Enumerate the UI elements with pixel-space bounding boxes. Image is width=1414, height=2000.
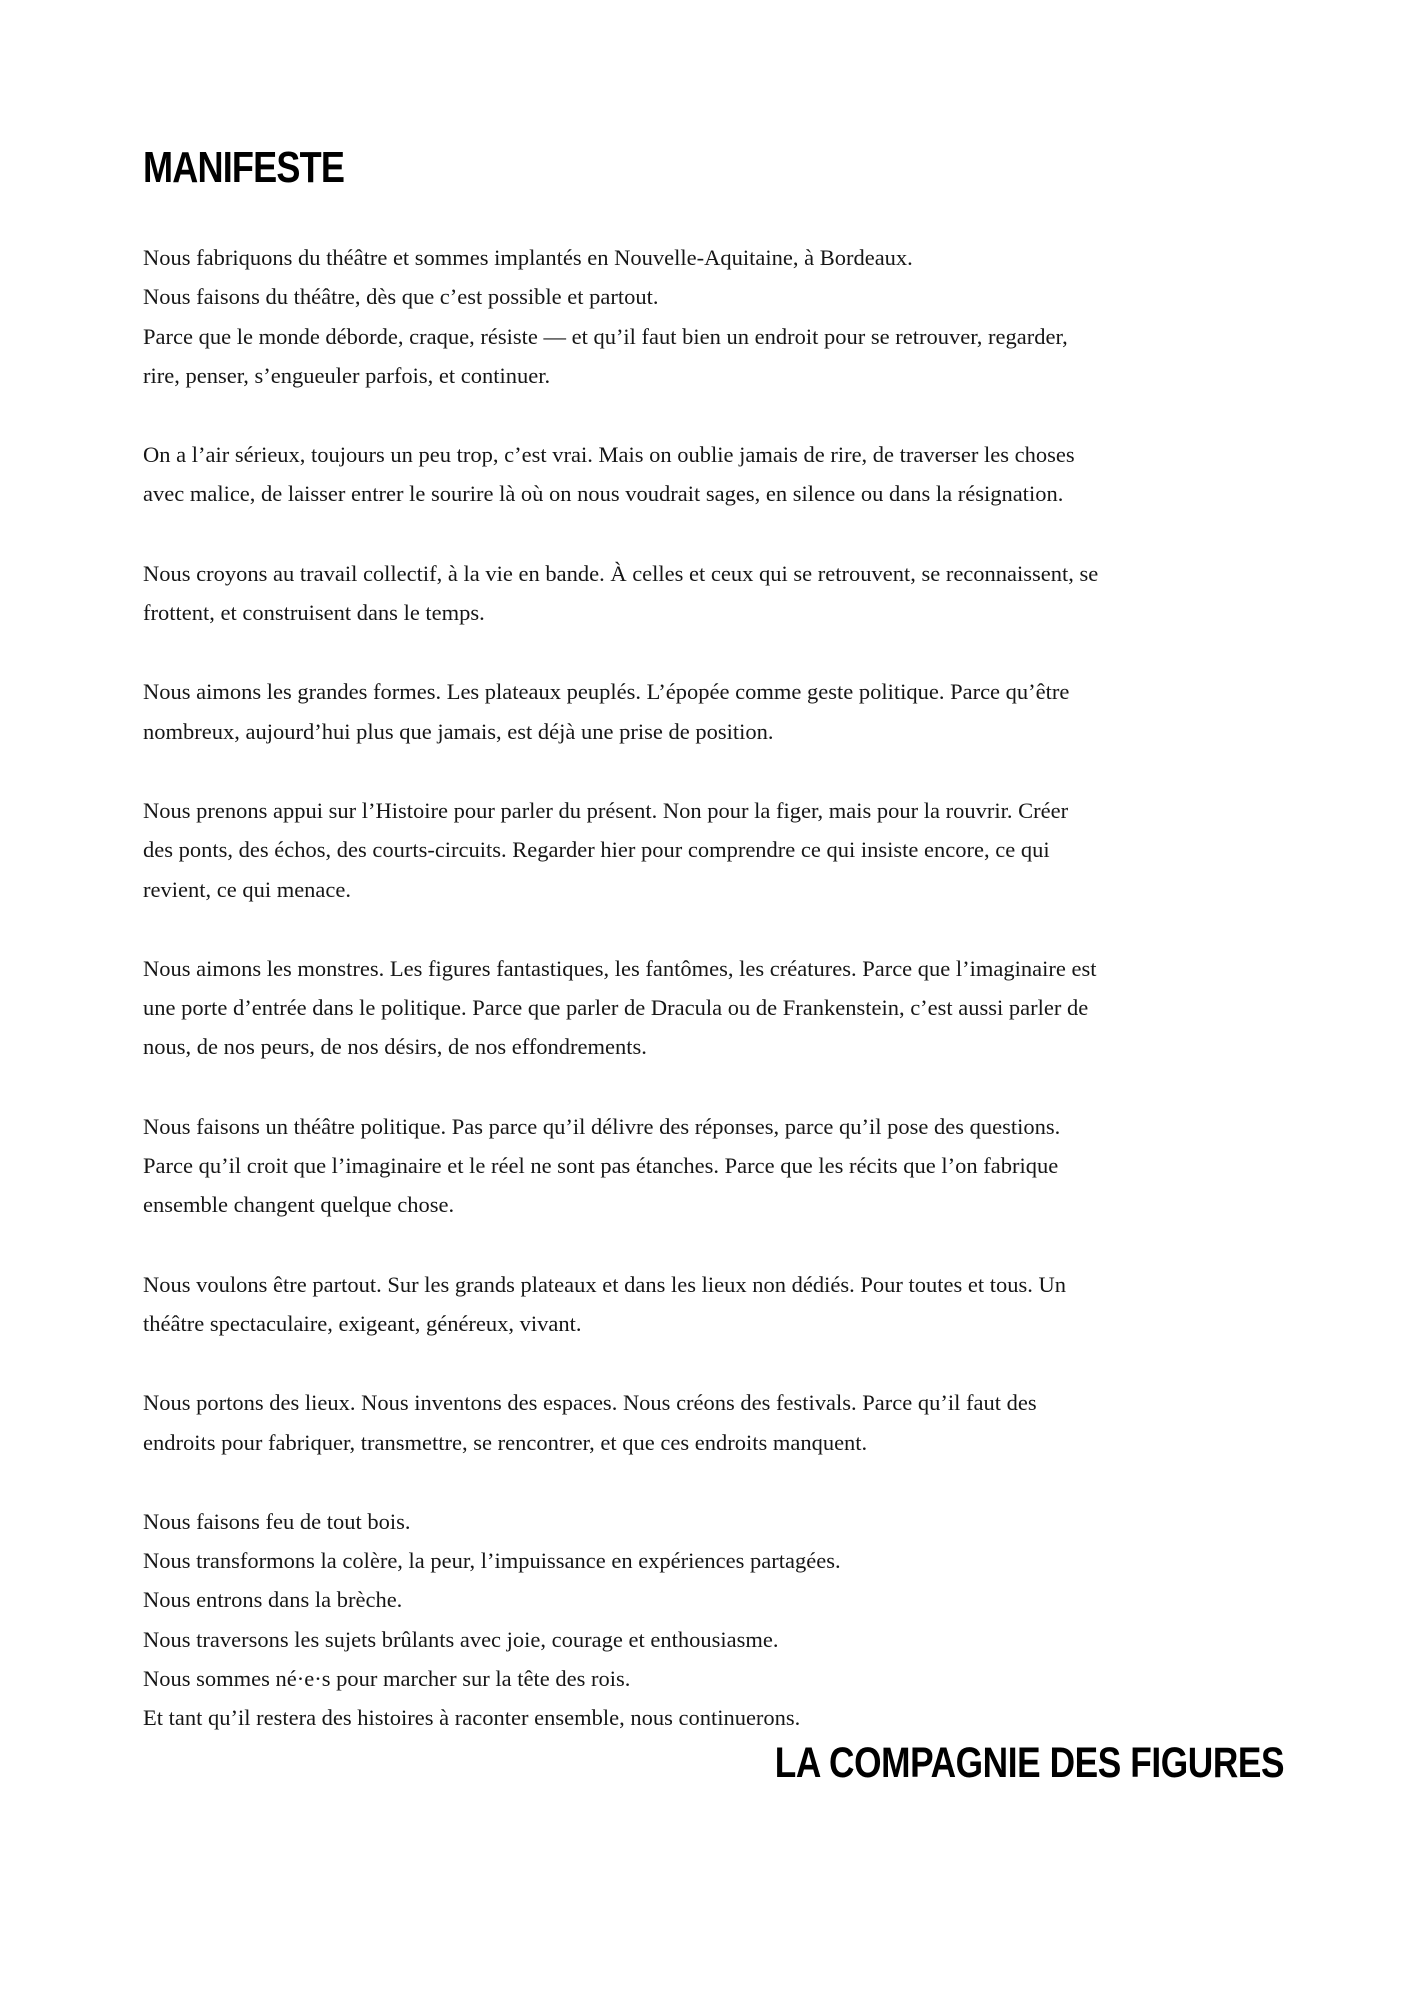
text-line: endroits pour fabriquer, transmettre, se rencontrer, et que ces endroits manquent. — [143, 1429, 868, 1455]
text-line: Nous entrons dans la brèche. — [143, 1587, 403, 1613]
manifesto-body — [143, 238, 1283, 1778]
paragraph-1 — [143, 238, 1283, 395]
text-line: Nous aimons les grandes formes. Les plateaux peuplés. L’épopée comme geste politique. Parce qu’être — [143, 679, 1070, 705]
text-line: nombreux, aujourd’hui plus que jamais, est déjà une prise de position. — [143, 718, 774, 744]
paragraph-6 — [143, 949, 1283, 1067]
text-line: Nous transformons la colère, la peur, l’impuissance en expériences partagées. — [143, 1548, 841, 1574]
text-line: Et tant qu’il restera des histoires à raconter ensemble, nous continuerons. — [143, 1705, 801, 1731]
paragraph-4 — [143, 672, 1283, 751]
text-line: ensemble changent quelque chose. — [143, 1192, 455, 1218]
text-line: revient, ce qui menace. — [143, 876, 352, 902]
text-line: nous, de nos peurs, de nos désirs, de nos effondrements. — [143, 1034, 647, 1060]
paragraph-7 — [143, 1107, 1283, 1225]
text-line: Nous aimons les monstres. Les figures fantastiques, les fantômes, les créatures. Parce que l’imaginaire est — [143, 955, 1097, 981]
paragraph-9 — [143, 1383, 1283, 1462]
text-line: avec malice, de laisser entrer le sourire là où on nous voudrait sages, en silence ou dans la résignation. — [143, 481, 1064, 507]
text-line: Nous fabriquons du théâtre et sommes implantés en Nouvelle-Aquitaine, à Bordeaux. — [143, 245, 913, 270]
text-line: Nous voulons être partout. Sur les grands plateaux et dans les lieux non dédiés. Pour toutes et tous. Un — [143, 1271, 1066, 1297]
paragraph-2 — [143, 435, 1283, 514]
text-line: Nous faisons feu de tout bois. — [143, 1508, 411, 1534]
text-line: Nous croyons au travail collectif, à la vie en bande. À celles et ceux qui se retrouvent, se reconnaissent, se — [143, 560, 1099, 586]
text-line: Parce que le monde déborde, craque, résiste — et qu’il faut bien un endroit pour se retrouver, regarder, — [143, 323, 1068, 349]
page-title: MANIFESTE — [143, 143, 345, 192]
text-line: Nous prenons appui sur l’Histoire pour parler du présent. Non pour la figer, mais pour la rouvrir. Créer — [143, 797, 1069, 823]
paragraph-10-closing-statements — [143, 1502, 1283, 1738]
text-line: des ponts, des échos, des courts-circuits. Regarder hier pour comprendre ce qui insiste encore, ce qui — [143, 837, 1050, 863]
paragraph-8 — [143, 1265, 1283, 1344]
text-line: Nous traversons les sujets brûlants avec joie, courage et enthousiasme. — [143, 1626, 779, 1652]
text-line: Nous faisons un théâtre politique. Pas parce qu’il délivre des réponses, parce qu’il pose des questions. — [143, 1113, 1061, 1139]
text-line: Nous portons des lieux. Nous inventons des espaces. Nous créons des festivals. Parce qu’il faut des — [143, 1390, 1037, 1416]
text-line: Nous sommes né·e·s pour marcher sur la tête des rois. — [143, 1666, 631, 1692]
text-line: théâtre spectaculaire, exigeant, généreux, vivant. — [143, 1310, 582, 1336]
text-line: rire, penser, s’engueuler parfois, et continuer. — [143, 362, 551, 388]
paragraph-3 — [143, 554, 1283, 633]
text-line: Parce qu’il croit que l’imaginaire et le réel ne sont pas étanches. Parce que les récits que l’on fabrique — [143, 1153, 1059, 1179]
paragraph-5 — [143, 791, 1283, 909]
signature: LA COMPAGNIE DES FIGURES — [774, 1739, 1284, 1787]
text-line: frottent, et construisent dans le temps. — [143, 600, 485, 626]
text-line: On a l’air sérieux, toujours un peu trop, c’est vrai. Mais on oublie jamais de rire, de traverser les choses — [143, 442, 1075, 468]
text-line: Nous faisons du théâtre, dès que c’est possible et partout. — [143, 284, 659, 310]
text-line: une porte d’entrée dans le politique. Parce que parler de Dracula ou de Frankenstein, c’est aussi parler de — [143, 995, 1089, 1021]
